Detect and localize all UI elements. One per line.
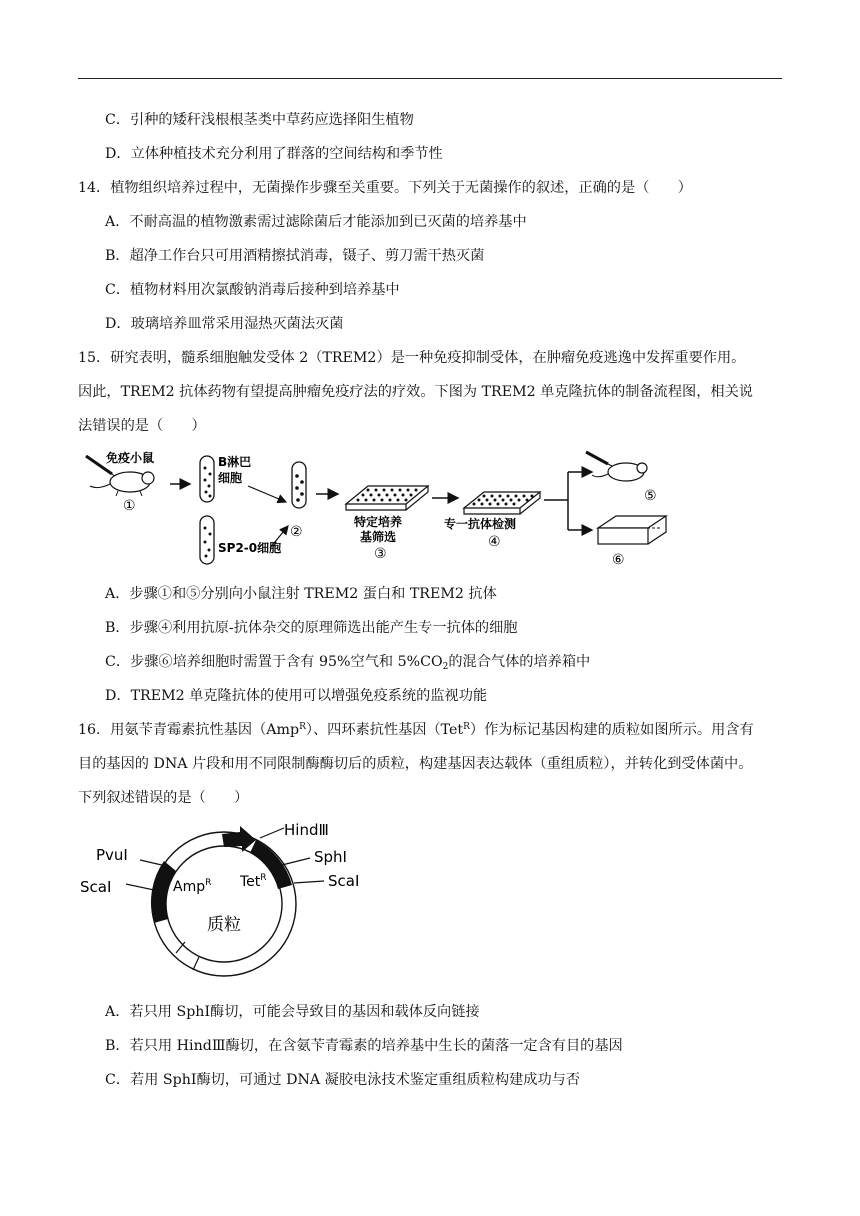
q13-option-c: C．引种的矮秆浅根根茎类中草药应选择阳生植物 [105, 112, 414, 128]
q15-option-b: B．步骤④利用抗原-抗体杂交的原理筛选出能产生专一抗体的细胞 [105, 620, 518, 636]
q15-stem-line1: 15．研究表明，髓系细胞触发受体 2（TREM2）是一种免疫抑制受体，在肿瘤免疫逃逸中发挥重要作用。 [78, 350, 746, 366]
sca-right-site-line [294, 881, 324, 883]
screen-label-1: 特定培养 [354, 515, 403, 529]
tet-label: Tet$^R$ [240, 873, 267, 890]
q16-option-a: A．若只用 SphⅠ酶切，可能会导致目的基因和载体反向链接 [105, 1004, 480, 1020]
q14-stem: 14．植物组织培养过程中，无菌操作步骤至关重要。下列关于无菌操作的叙述，正确的是（ ） [78, 180, 692, 196]
sca-left-label: ScaⅠ [80, 878, 112, 896]
q16-option-b: B．若只用 HindⅢ酶切，在含氨苄青霉素的培养基中生长的菌落一定含有目的基因 [105, 1038, 623, 1054]
q16-stem-line2: 目的基因的 DNA 片段和用不同限制酶酶切后的质粒，构建基因表达载体（重组质粒），并转化到受体菌中。 [78, 756, 753, 772]
b-cell-tube-icon [200, 456, 214, 502]
detection-plate-icon [464, 492, 540, 514]
pvu-label: PvuⅠ [96, 846, 128, 864]
q14-option-c: C．植物材料用次氯酸钠消毒后接种到培养基中 [105, 282, 400, 298]
mouse-label: 免疫小鼠 [106, 451, 155, 465]
q14-option-d: D．玻璃培养皿常采用湿热灭菌法灭菌 [105, 316, 344, 332]
q14-option-a: A．不耐高温的植物激素需过滤除菌后才能添加到已灭菌的培养基中 [105, 214, 527, 230]
sca-right-label: ScaⅠ [328, 872, 360, 890]
pvu-site-line [140, 860, 166, 866]
detect-label: 专一抗体检测 [444, 517, 517, 531]
q15-option-d: D．TREM2 单克隆抗体的使用可以增强免疫系统的监视功能 [105, 688, 488, 704]
step-1-label: ① [123, 498, 136, 514]
hind-site-line [260, 828, 284, 838]
sph-label: SphⅠ [314, 848, 347, 866]
arrow [248, 486, 286, 502]
q16-stem-line3: 下列叙述错误的是（ ） [78, 790, 249, 806]
q14-option-b: B．超净工作台只可用酒精擦拭消毒，镊子、剪刀需干热灭菌 [105, 248, 485, 264]
syringe-icon [586, 452, 616, 468]
incubator-box-icon [598, 516, 666, 544]
q15-option-a: A．步骤①和⑤分别向小鼠注射 TREM2 蛋白和 TREM2 抗体 [105, 586, 497, 602]
sp20-label: SP2-0细胞 [218, 541, 282, 555]
hind-label: HindⅢ [284, 821, 329, 839]
sp20-tube-icon [200, 516, 214, 564]
monoclonal-antibody-flowchart [78, 446, 678, 574]
mouse-icon [592, 463, 647, 481]
q15-option-c: C．步骤⑥培养细胞时需置于含有 95%空气和 $5\%CO_2$的混合气体的培养箱中 [105, 654, 591, 672]
step-4-label: ④ [488, 534, 501, 550]
q13-option-d: D．立体种植技术充分利用了群落的空间结构和季节性 [105, 146, 443, 162]
q15-stem-line3: 法错误的是（ ） [78, 418, 206, 434]
sca-left-site-line [126, 884, 154, 890]
b-cell-label-1: B淋巴 [218, 455, 252, 469]
step-3-label: ③ [374, 546, 387, 562]
plasmid-map [78, 818, 388, 986]
fusion-tube-icon [292, 462, 306, 508]
screen-label-2: 基筛选 [360, 530, 397, 544]
q16-option-c: C．若用 SphⅠ酶切，可通过 DNA 凝胶电泳技术鉴定重组质粒构建成功与否 [105, 1072, 581, 1088]
q16-stem-line1: 16．用氨苄青霉素抗性基因（Amp$^R$）、四环素抗性基因（Tet$^R$）作为标记基因构建的质粒如图所示。用含有 [78, 722, 754, 738]
header-rule [78, 78, 782, 79]
plasmid-center-label: 质粒 [207, 915, 241, 935]
b-cell-label-2: 细胞 [218, 471, 243, 485]
q15-stem-line2: 因此，TREM2 抗体药物有望提高肿瘤免疫疗法的疗效。下图为 TREM2 单克隆抗体的制备流程图，相关说 [78, 384, 753, 400]
culture-plate-icon [346, 486, 428, 510]
step-6-label: ⑥ [612, 552, 625, 568]
mouse-icon [90, 472, 154, 496]
plasmid-ring [152, 832, 296, 976]
amp-label: Amp$^R$ [173, 878, 212, 895]
step-2-label: ② [290, 524, 303, 540]
step-5-label: ⑤ [644, 488, 657, 504]
